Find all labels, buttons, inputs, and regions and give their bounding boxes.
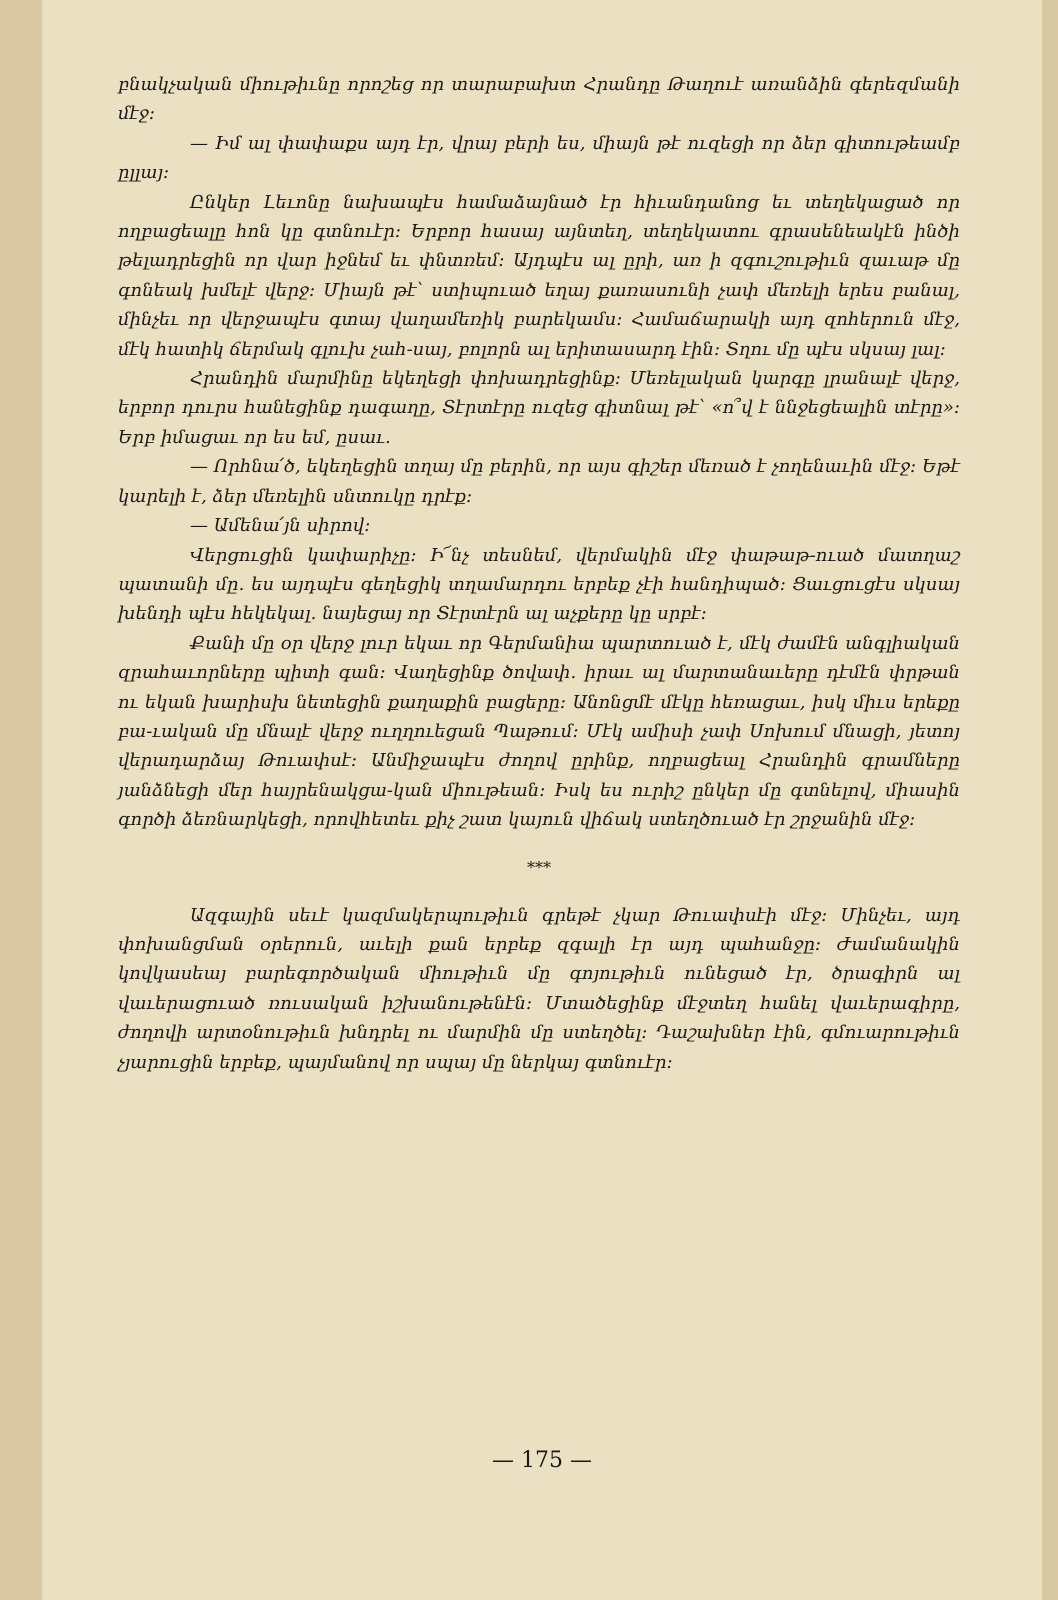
- paragraph: — Իմ ալ փափաքս այդ էր, վրայ բերի ես, միայն թէ ուզեցի որ ձեր գիտութեամբ ըլլայ։: [118, 132, 960, 184]
- paragraph: Վերցուցին կափարիչը։ Ի՜նչ տեսնեմ, վերմակին մէջ փաթաթ-ուած մատղաշ պատանի մը․ ես այդպէս գեղեցիկ տղամարդու երբեք չէի հանդիպած։ Ցաւցուցէս սկսայ խենդի պէս հեկեկալ․ նայեցայ որ Տէրտէրն ալ աչքերը կը սրբէ։: [118, 544, 960, 625]
- section-separator: ***: [527, 857, 551, 877]
- paragraph: — Որհնա՛ծ, եկեղեցին տղայ մը բերին, որ այս գիշեր մեռած է չողենաւին մէջ։ Եթէ կարելի է, ձեր մեռելին սնտուկը դրէք։: [118, 456, 960, 507]
- page-number: — 175 —: [492, 1448, 592, 1473]
- body-text: [118, 70, 960, 1077]
- paragraph: — Ամենա՛յն սիրով։: [190, 515, 371, 537]
- paragraph: Հրանդին մարմինը եկեղեցի փոխադրեցինք։ Մեռելական կարգը լրանալէ վերջ, երբոր դուրս հանեցինք դագաղը, Տէրտէրը ուզեց գիտնալ թէ՝ «ո՞վ է ննջեցեալին տէրը»։ Երբ իմացաւ որ ես եմ, ըսաւ․: [118, 368, 960, 448]
- book-page: [42, 0, 1042, 1600]
- paragraph: Ընկեր Լեւոնը նախապէս համաձայնած էր հիւանդանոց եւ տեղեկացած որ ողբացեալը հոն կը գտնուէր։ Երբոր հասայ այնտեղ, տեղեկատու գրասենեակէն ինծի թելադրեցին որ վար իջնեմ եւ փնտռեմ։ Այդպէս ալ ըրի, առ ի զգուշութիւն զաւաթ մը գոնեակ խմելէ վերջ։ Միայն թէ՝ ստիպուած եղայ քառասունի չափ մեռելի երես բանալ, մինչեւ որ վերջապէս գտայ վաղամեռիկ բարեկամս։ Համաճարակի այդ զոհերուն մէջ, մէկ հատիկ ճերմակ գլուխ չահ-սայ, բոլորն ալ երիտասարդ էին։ Տղու մը պէս սկսայ լալ։: [118, 191, 960, 360]
- paragraph: բնակչական միութիւնը որոշեց որ տարաբախտ Հրանդը Թաղուէ առանձին գերեզմանի մէջ։: [118, 74, 960, 125]
- paragraph: Ազգային սեւէ կազմակերպութիւն գրեթէ չկար Թուափսէի մէջ։ Մինչեւ, այդ փոխանցման օրերուն, աւելի քան երբեք զգալի էր այդ պահանջը։ Ժամանակին կովկասեայ բարեգործական միութիւն մը գոյութիւն ունեցած էր, ծրագիրն ալ վաւերացուած ռուսական իշխանութենէն։ Մտածեցինք մէջտեղ հանել վաւերագիրը, ժողովի արտօնութիւն խնդրել ու մարմին մը ստեղծել։ Դաշախներ էին, գմուարութիւն չյարուցին երբեք, պայմանով որ սպայ մը ներկայ գտնուէր։: [118, 904, 960, 1073]
- paragraph: Քանի մը օր վերջ լուր եկաւ որ Գերմանիա պարտուած է, մէկ ժամէն անգլիական զրահաւորները պիտի գան։ Վաղեցինք ծովափ․ իրաւ ալ մարտանաւերը դէմէն փրթան ու եկան խարիսխ նետեցին քաղաքին բացերը։ Անոնցմէ մէկը հեռացաւ, իսկ միւս երեքը բա-ւական մը մնալէ վերջ ուղղուեցան Պաթում։ Մէկ ամիսի չափ Սոխում մնացի, յետոյ վերադարձայ Թուափսէ։ Անմիջապէս ժողով ըրինք, ողբացեալ Հրանդին գրամները յանձնեցի մեր հայրենակցա-կան միութեան։ Իսկ ես ուրիշ ընկեր մը գտնելով, միասին գործի ձեռնարկեցի, որովհետեւ քիչ շատ կայուն վիճակ ստեղծուած էր շրջանին մէջ։: [118, 632, 960, 831]
